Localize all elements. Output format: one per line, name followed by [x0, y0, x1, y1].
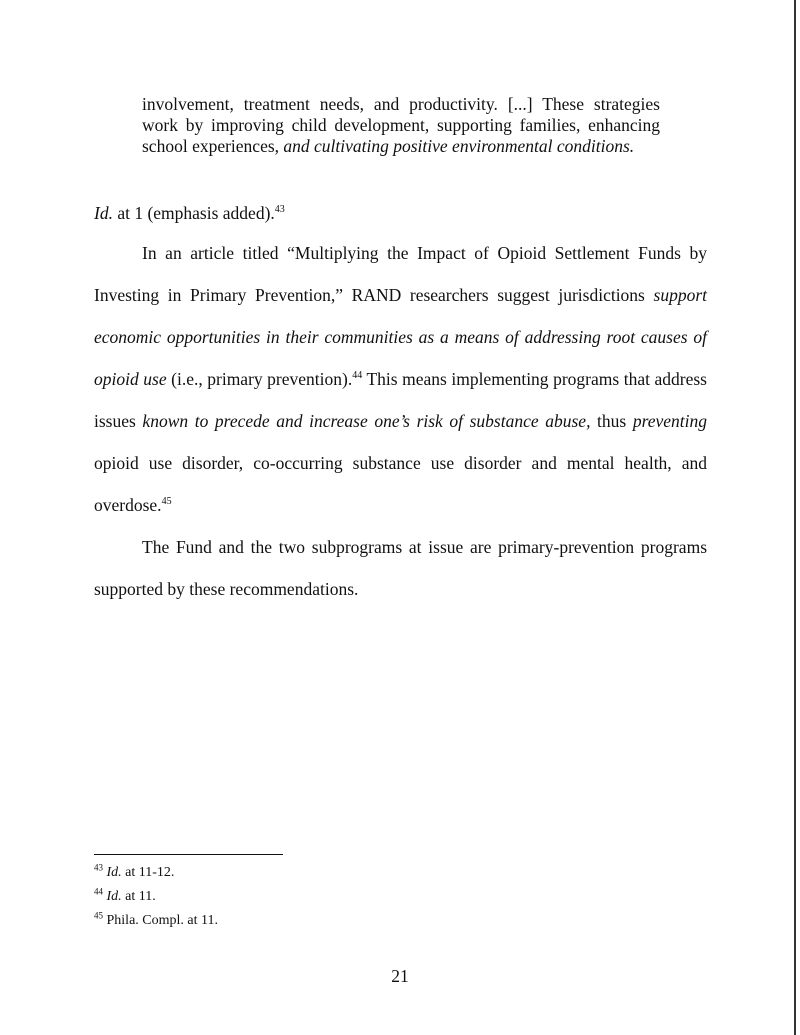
- p1-italic3: preventing: [632, 411, 708, 431]
- footnote-number: 43: [94, 862, 103, 873]
- footnote-separator: [94, 854, 283, 855]
- footnotes: [94, 861, 694, 933]
- block-quote-paragraph: [142, 94, 660, 157]
- page-number: 21: [391, 966, 409, 986]
- p1-part1: In an article titled “Multiplying the Impact of Opioid Settlement Funds by Investing in Primary Prevention,” RAND researchers suggest jurisdictions: [94, 243, 707, 305]
- footnote-45: [94, 909, 694, 933]
- citation-text: at 1 (emphasis added).: [112, 203, 275, 223]
- paragraph-rand-article: [94, 232, 707, 526]
- footnote-43: [94, 861, 694, 885]
- footnote-ref-44: 44: [352, 370, 363, 382]
- footnote-text: at 11-12.: [121, 865, 175, 880]
- footnote-number: 45: [94, 910, 103, 921]
- footnote-text: Phila. Compl. at 11.: [106, 913, 218, 928]
- p1-part2: (i.e., primary prevention).: [166, 369, 353, 389]
- footnote-ref-45: 45: [161, 496, 172, 508]
- paragraph-2: The Fund and the two subprograms at issue are primary-prevention programs supported by these recommendations.: [94, 537, 707, 599]
- paragraph-1: [94, 232, 707, 526]
- p1-part5: opioid use disorder, co-occurring substance use disorder and mental health, and overdose.: [94, 453, 707, 515]
- citation-paragraph: [94, 192, 707, 234]
- p1-italic2: known to precede and increase one’s risk of substance abuse,: [142, 411, 591, 431]
- p1-part4: thus: [590, 411, 633, 431]
- p1-italic1: support economic opportunities in their communities as a means of addressing root causes of opioid use: [94, 285, 707, 389]
- citation-line: [94, 192, 707, 234]
- block-quote-text: involvement, treatment needs, and productivity. [...] These strategies work by improving child development, supporting families, enhancing school experiences,: [142, 94, 660, 156]
- block-quote: [142, 94, 660, 157]
- footnote-text: at 11.: [121, 889, 156, 904]
- p1-part3: This means implementing programs that address issues: [94, 369, 707, 431]
- footnote-italic: Id.: [106, 889, 122, 904]
- citation-id: Id.: [94, 203, 113, 223]
- footnote-italic: Id.: [106, 865, 122, 880]
- paragraph-fund: [94, 526, 707, 610]
- footnote-number: 44: [94, 886, 103, 897]
- footnote-ref-43: 43: [274, 204, 285, 216]
- footnote-44: [94, 885, 694, 909]
- block-quote-emphasis: and cultivating positive environmental conditions.: [283, 136, 635, 156]
